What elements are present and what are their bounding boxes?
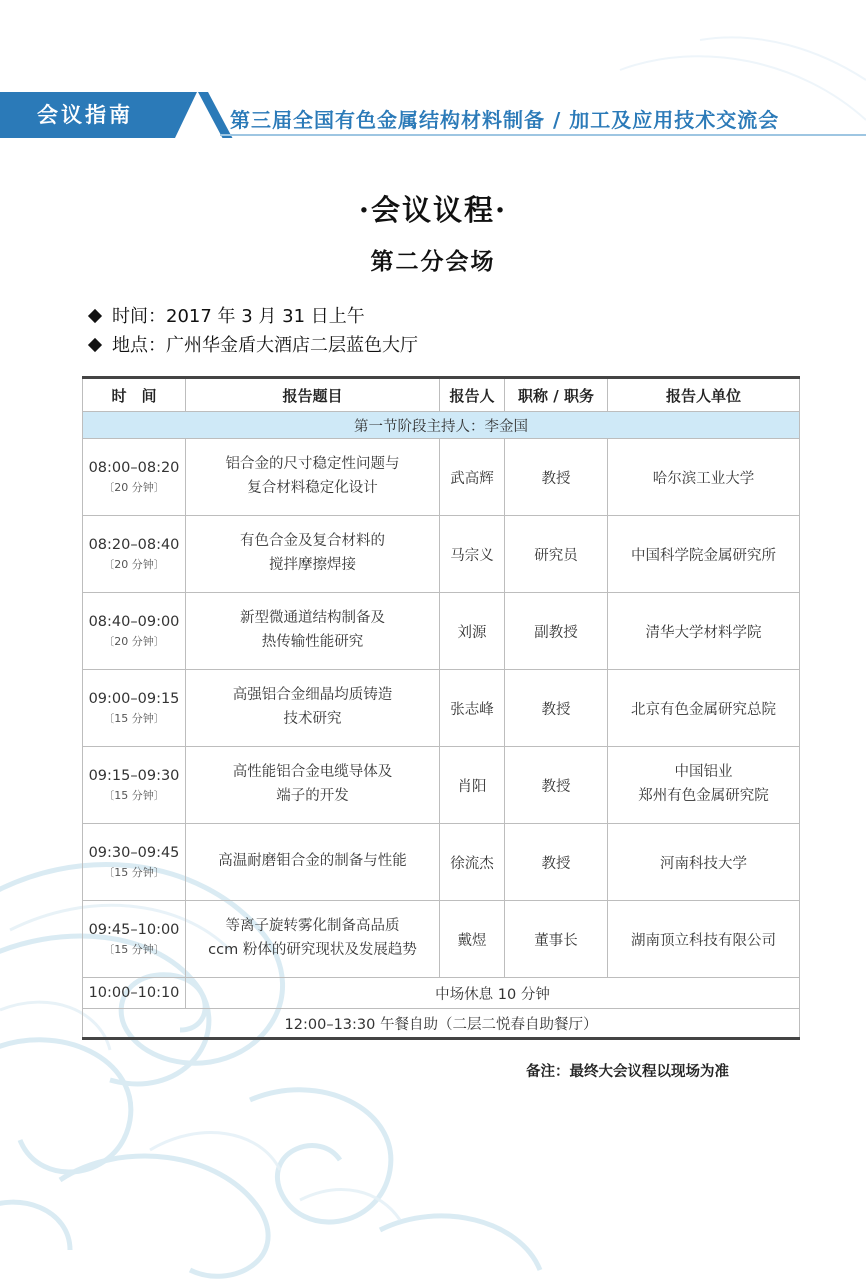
cell-speaker: 武高辉 <box>440 439 505 516</box>
cell-title: 教授 <box>505 747 608 824</box>
topic-line: 铝合金的尺寸稳定性问题与 <box>225 456 400 473</box>
col-header-speaker: 报告人 <box>440 378 505 412</box>
unit-line: 郑州有色金属研究院 <box>638 788 769 804</box>
topic-line: ccm 粉体的研究现状及发展趋势 <box>208 942 417 958</box>
lunch-label: 12:00–13:30 午餐自助（二层二悦春自助餐厅） <box>83 1009 800 1039</box>
topic-line: 复合材料稳定化设计 <box>247 480 378 496</box>
cell-speaker: 张志峰 <box>440 670 505 747</box>
unit-line: 河南科技大学 <box>660 855 747 872</box>
cell-unit <box>608 901 800 978</box>
cell-speaker: 肖阳 <box>440 747 505 824</box>
cell-topic <box>186 439 440 516</box>
lunch-row <box>83 1009 800 1039</box>
table-row <box>83 824 800 901</box>
section-label: 会议指南 <box>37 103 133 127</box>
time-range: 09:00–09:15 <box>88 690 180 707</box>
topic-line: 高温耐磨钼合金的制备与性能 <box>218 853 407 870</box>
footnote: 备注：最终大会议程以现场为准 <box>526 1064 729 1080</box>
break-row <box>83 978 800 1009</box>
cell-time <box>83 901 186 978</box>
info-place-text: 地点：广州华金盾大酒店二层蓝色大厅 <box>112 335 418 356</box>
topic-line: 等离子旋转雾化制备高品质 <box>225 918 400 935</box>
info-time-text: 时间：2017 年 3 月 31 日上午 <box>112 306 365 327</box>
topic-line: 有色合金及复合材料的 <box>240 533 385 550</box>
cell-time <box>83 824 186 901</box>
unit-line: 中国铝业 <box>674 764 733 781</box>
cell-unit <box>608 670 800 747</box>
cell-unit <box>608 516 800 593</box>
col-header-unit: 报告人单位 <box>608 378 800 412</box>
cell-unit <box>608 439 800 516</box>
duration: 〔15 分钟〕 <box>103 788 165 802</box>
time-range: 09:15–09:30 <box>88 767 180 784</box>
cell-topic <box>186 901 440 978</box>
info-time <box>86 302 365 328</box>
header-rule <box>220 134 866 136</box>
cell-unit <box>608 824 800 901</box>
cell-unit <box>608 593 800 670</box>
cell-topic <box>186 516 440 593</box>
cell-topic <box>186 824 440 901</box>
cell-title: 董事长 <box>505 901 608 978</box>
col-header-title: 职称 / 职务 <box>505 378 608 412</box>
cell-title: 教授 <box>505 439 608 516</box>
cell-speaker: 马宗义 <box>440 516 505 593</box>
cell-topic <box>186 593 440 670</box>
section-host: 第一节阶段主持人：李金国 <box>83 412 800 439</box>
section-host-row <box>83 412 800 439</box>
table-row <box>83 901 800 978</box>
cell-time <box>83 670 186 747</box>
break-time: 10:00–10:10 <box>83 978 186 1009</box>
time-range: 08:40–09:00 <box>88 613 180 630</box>
time-range: 08:20–08:40 <box>88 536 180 553</box>
diamond-bullet-icon <box>88 309 102 323</box>
topic-line: 端子的开发 <box>276 788 349 804</box>
duration: 〔20 分钟〕 <box>103 480 165 494</box>
cell-time <box>83 593 186 670</box>
schedule-table <box>82 376 800 1040</box>
table-header-row <box>83 378 800 412</box>
page-title: ·会议议程· <box>358 193 508 227</box>
time-range: 09:30–09:45 <box>88 844 180 861</box>
time-range: 08:00–08:20 <box>88 459 180 476</box>
page-subtitle: 第二分会场 <box>370 248 496 275</box>
diamond-bullet-icon <box>88 338 102 352</box>
unit-line: 哈尔滨工业大学 <box>652 470 755 487</box>
cell-title: 教授 <box>505 670 608 747</box>
table-row <box>83 747 800 824</box>
cell-speaker: 徐流杰 <box>440 824 505 901</box>
cell-topic <box>186 747 440 824</box>
unit-line: 清华大学材料学院 <box>645 624 762 641</box>
cell-time <box>83 516 186 593</box>
cell-speaker: 戴煜 <box>440 901 505 978</box>
cell-time <box>83 747 186 824</box>
cell-title: 副教授 <box>505 593 608 670</box>
topic-line: 技术研究 <box>283 711 342 727</box>
info-place <box>86 331 418 357</box>
topic-line: 热传输性能研究 <box>261 634 364 650</box>
time-range: 09:45–10:00 <box>88 921 180 938</box>
duration: 〔20 分钟〕 <box>103 634 165 648</box>
cell-title: 研究员 <box>505 516 608 593</box>
cell-topic <box>186 670 440 747</box>
unit-line: 湖南顶立科技有限公司 <box>631 932 776 949</box>
table-row <box>83 516 800 593</box>
cell-unit <box>608 747 800 824</box>
cell-time <box>83 439 186 516</box>
header-stripe <box>198 92 232 138</box>
duration: 〔15 分钟〕 <box>103 865 165 879</box>
col-header-topic: 报告题目 <box>186 378 440 412</box>
topic-line: 新型微通道结构制备及 <box>240 610 385 627</box>
unit-line: 北京有色金属研究总院 <box>631 701 776 718</box>
cell-speaker: 刘源 <box>440 593 505 670</box>
header-band-slant <box>175 92 197 138</box>
topic-line: 高强铝合金细晶均质铸造 <box>232 687 393 704</box>
col-header-time: 时 间 <box>83 378 186 412</box>
table-row <box>83 593 800 670</box>
break-label: 中场休息 10 分钟 <box>186 978 800 1009</box>
unit-line: 中国科学院金属研究所 <box>631 547 776 564</box>
duration: 〔15 分钟〕 <box>103 711 165 725</box>
duration: 〔20 分钟〕 <box>103 557 165 571</box>
table-row <box>83 439 800 516</box>
table-row <box>83 670 800 747</box>
topic-line: 高性能铝合金电缆导体及 <box>232 764 393 781</box>
topic-line: 搅拌摩擦焊接 <box>269 557 356 573</box>
conference-title: 第三届全国有色金属结构材料制备 / 加工及应用技术交流会 <box>230 108 780 132</box>
duration: 〔15 分钟〕 <box>103 942 165 956</box>
cell-title: 教授 <box>505 824 608 901</box>
